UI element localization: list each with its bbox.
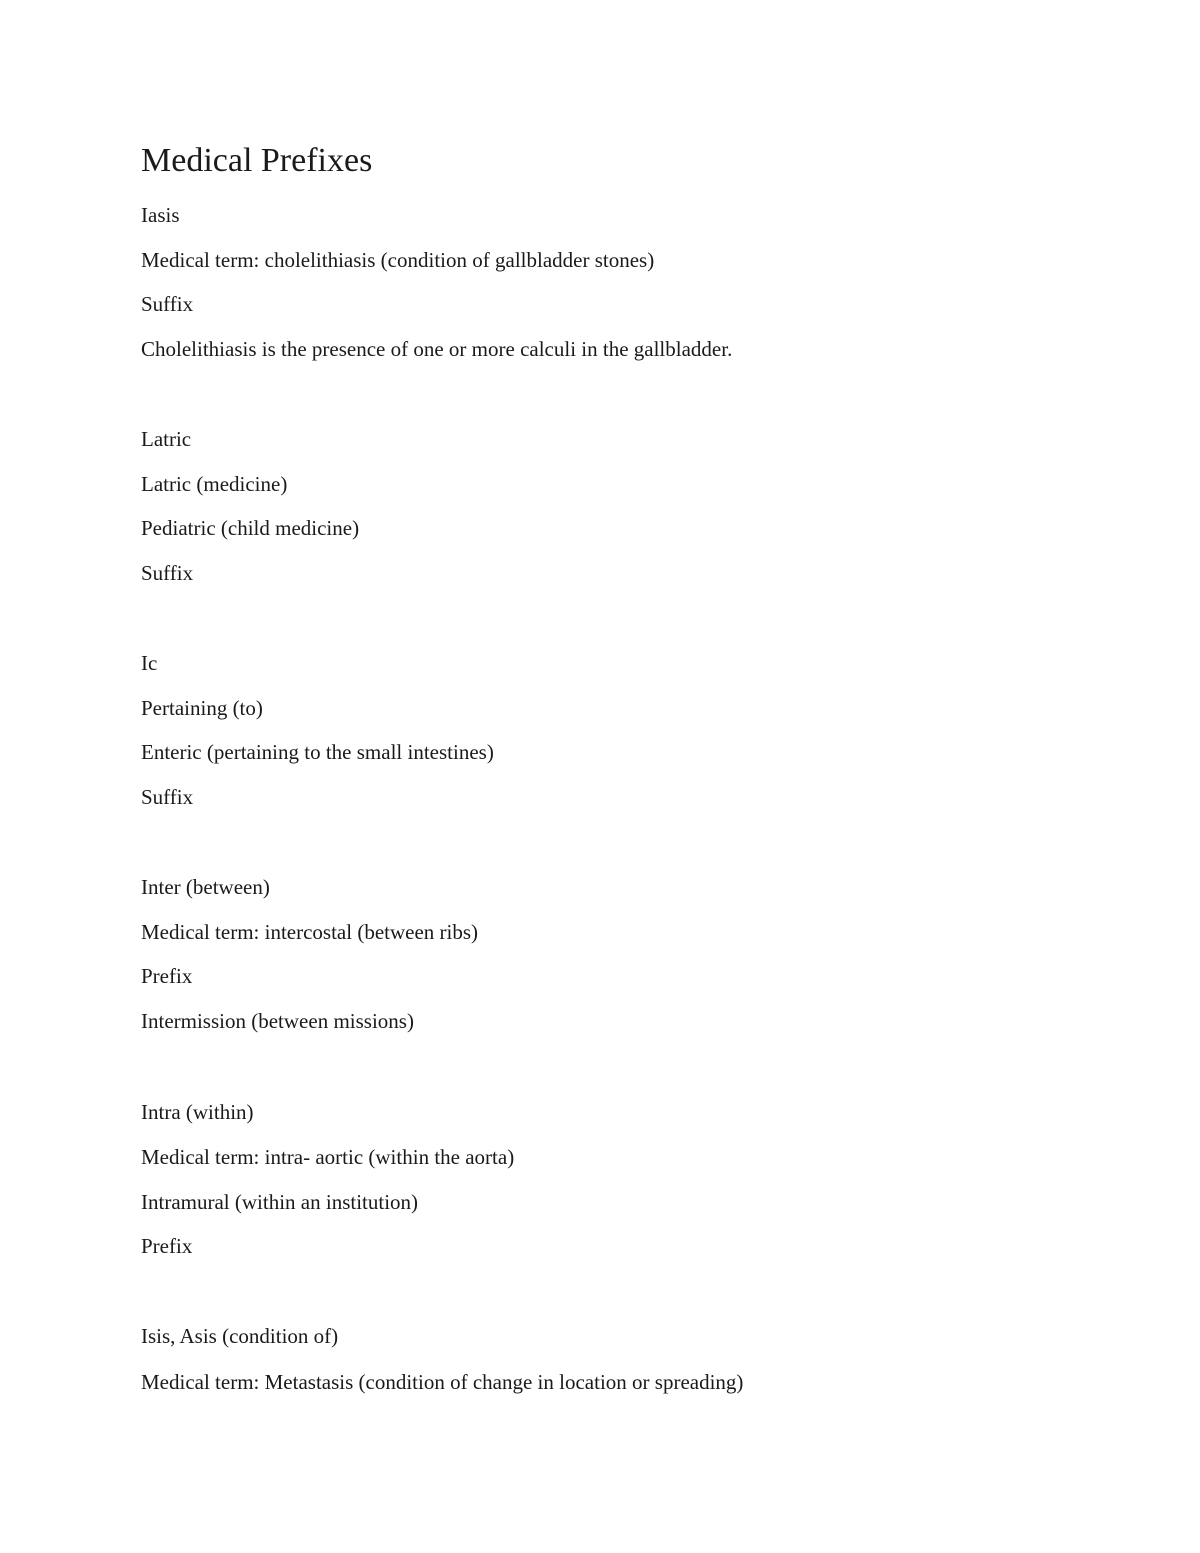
section-5-line-2: Medical term: intra- aortic (within the aorta) [141,1145,515,1169]
section-3-line-4: Suffix [141,785,194,809]
section-3-line-3: Enteric (pertaining to the small intestines) [141,740,494,764]
section-1-heading: Iasis [141,203,180,227]
page-title: Medical Prefixes [141,142,373,179]
section-6-line-2: Medical term: Metastasis (condition of change in location or spreading) [141,1370,744,1394]
section-5-line-3: Intramural (within an institution) [141,1190,419,1214]
section-3-line-2: Pertaining (to) [141,696,263,720]
section-1-line-3: Suffix [141,292,194,316]
section-6-heading: Isis, Asis (condition of) [141,1324,339,1348]
section-2-line-4: Suffix [141,561,194,585]
section-1-line-4: Cholelithiasis is the presence of one or more calculi in the gallbladder. [141,337,733,361]
section-2-line-3: Pediatric (child medicine) [141,516,360,540]
section-5-heading: Intra (within) [141,1100,254,1124]
section-2-line-2: Latric (medicine) [141,472,288,496]
section-4-line-4: Intermission (between missions) [141,1009,414,1033]
section-4-line-2: Medical term: intercostal (between ribs) [141,920,479,944]
section-1-line-2: Medical term: cholelithiasis (condition of gallbladder stones) [141,248,655,272]
section-4-heading: Inter (between) [141,875,270,899]
section-5-line-4: Prefix [141,1234,193,1258]
section-4-line-3: Prefix [141,964,193,988]
section-3-heading: Ic [141,651,158,675]
section-2-heading: Latric [141,427,192,451]
